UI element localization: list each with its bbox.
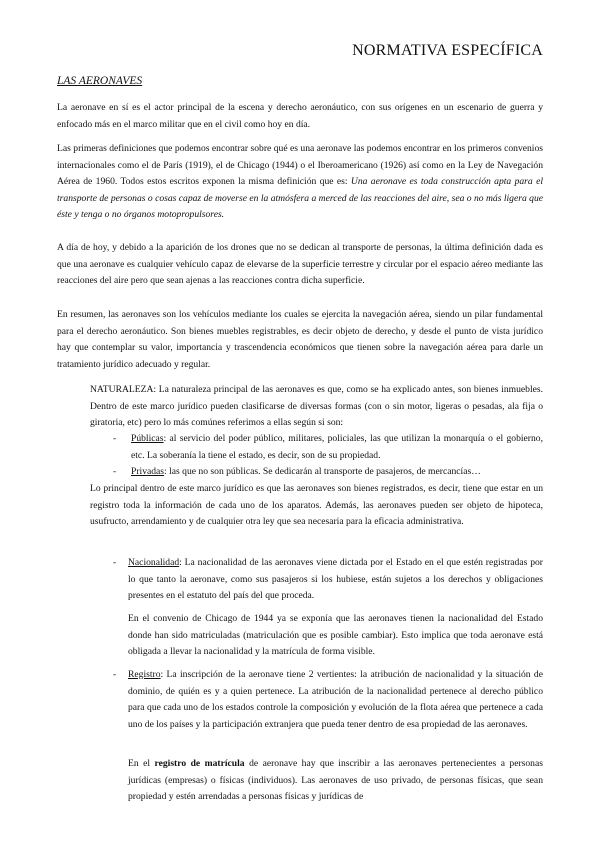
dash-marker: - xyxy=(113,433,117,444)
paragraph-definitions-text: Las primeras definiciones que podemos encontrar sobre qué es una aeronave las podemos encontrar en los primeros convenios internacionales como el de París (1919), el de Chicago (1944) o el Iberoamericano (1926) así como en la Ley de Navegación Aérea de 1960. Todos estos escritos exponen la misma definición que es: xyxy=(57,143,543,187)
paragraph-registro xyxy=(128,667,543,733)
paragraph-intro: La aeronave en sí es el actor principal de la escena y derecho aeronáutico, con sus orígenes en un escenario de guerra y enfocado más en el marco militar que en el civil como hoy en día. xyxy=(57,102,543,130)
matricula-bold-term: registro de matrícula xyxy=(154,758,245,769)
text-registro: : La inscripción de la aeronave tiene 2 vertientes: la atribución de nacionalidad y la situación de dominio, de quién es y a quien pertenece. La atribución de la nacionalidad pertenece al derecho público para que cada uno de los estados controle la composición y evolución de la flota aérea que pertenece a cada uno de los países y la participación extranjera que pueda tener dentro de esa propiedad de las aeronaves. xyxy=(128,669,543,730)
definition-quote: Una aeronave es toda construcción apta para el transporte de personas o cosas capaz de moverse en la atmósfera a merced de las reacciones del aire, sea o no más ligera que éste y tenga o no órganos motopropulsores. xyxy=(57,176,544,220)
dash-marker-nacionalidad: - xyxy=(113,557,117,568)
text-nacionalidad: : La nacionalidad de las aeronaves viene dictada por el Estado en el que estén registradas por lo que tanto la aeronave, como sus pasajeros si los hubiese, están sujetos a los derechos y obligaciones presentes en el estatuto del país del que proceda. xyxy=(128,557,543,601)
page-header-title: NORMATIVA ESPECÍFICA xyxy=(352,42,543,59)
matricula-text-end: de aeronave hay que inscribir a las aeronaves pertenecientes a personas jurídicas (empresas) o físicas (individuos). Las aeronaves de uso privado, de personas físicas, que sean propiedad y estén arrendadas a personas físicas y jurídicas de xyxy=(128,758,543,802)
term-privadas: Privadas xyxy=(131,466,165,477)
dash-marker-registro: - xyxy=(113,669,117,680)
paragraph-nacionalidad xyxy=(128,555,543,605)
paragraph-matricula xyxy=(128,756,543,806)
paragraph-naturaleza: NATURALEZA: La naturaleza principal de las aeronaves es que, como se ha explicado antes, son bienes inmuebles. Dentro de este marco jurídico pueden clasificarse de diversas formas (con o sin motor, ligeras o pesadas, ala fija o giratoria, etc) pero lo más comúnes referimos a ellas según si son: xyxy=(90,384,543,428)
section-title: LAS AERONAVES xyxy=(57,75,143,87)
text-publicas: : al servicio del poder público, militares, policiales, las que utilizan la monarquía o el gobierno, etc. La soberanía la tiene el estado, es decir, son de su propiedad. xyxy=(131,433,543,461)
dash-marker: - xyxy=(113,466,117,477)
text-privadas: : las que no son públicas. Se dedicarán al transporte de pasajeros, de mercancías… xyxy=(164,466,481,477)
paragraph-registro-intro: Lo principal dentro de este marco jurídico es que las aeronaves son bienes registrados, es decir, tiene que estar en un registro toda la información de cada uno de los aparatos. Además, las aeronaves pueden ser objeto de hipoteca, usufructo, arrendamiento y de cualquier otra ley que sea necesaria para la eficacia administrativa. xyxy=(90,483,543,527)
matricula-text-start: En el xyxy=(128,758,155,769)
paragraph-chicago: En el convenio de Chicago de 1944 ya se exponía que las aeronaves tienen la nacionalidad del Estado donde han sido matriculadas (matriculación que es posible cambiar). Esto implica que toda aeronave está obligada a llevar la nacionalidad y la matrícula de forma visible. xyxy=(128,613,543,657)
classification-list xyxy=(113,431,543,481)
term-publicas: Públicas xyxy=(131,433,164,444)
term-nacionalidad: Nacionalidad xyxy=(128,557,180,568)
list-item-privadas xyxy=(113,464,543,481)
term-registro: Registro xyxy=(128,669,161,680)
paragraph-summary: En resumen, las aeronaves son los vehículos mediante los cuales se ejercita la navegación aérea, siendo un pilar fundamental para el derecho aeronáutico. Son bienes muebles registrables, es decir objeto de derecho, y desde el punto de vista jurídico hay que contemplar su valor, importancia y trascendencia económicos que tienen sobre la navegación aérea para darle un tratamiento jurídico adecuado y regular. xyxy=(57,309,543,370)
paragraph-definitions xyxy=(57,141,543,224)
paragraph-drones: A día de hoy, y debido a la aparición de los drones que no se dedican al transporte de personas, la última definición dada es que una aeronave es cualquier vehículo capaz de elevarse de la superficie terrestre y circular por el espacio aéreo mediante las reacciones del aire pero que sean ajenas a las reacciones contra dicha superficie. xyxy=(57,242,543,286)
list-item-publicas xyxy=(113,431,543,464)
